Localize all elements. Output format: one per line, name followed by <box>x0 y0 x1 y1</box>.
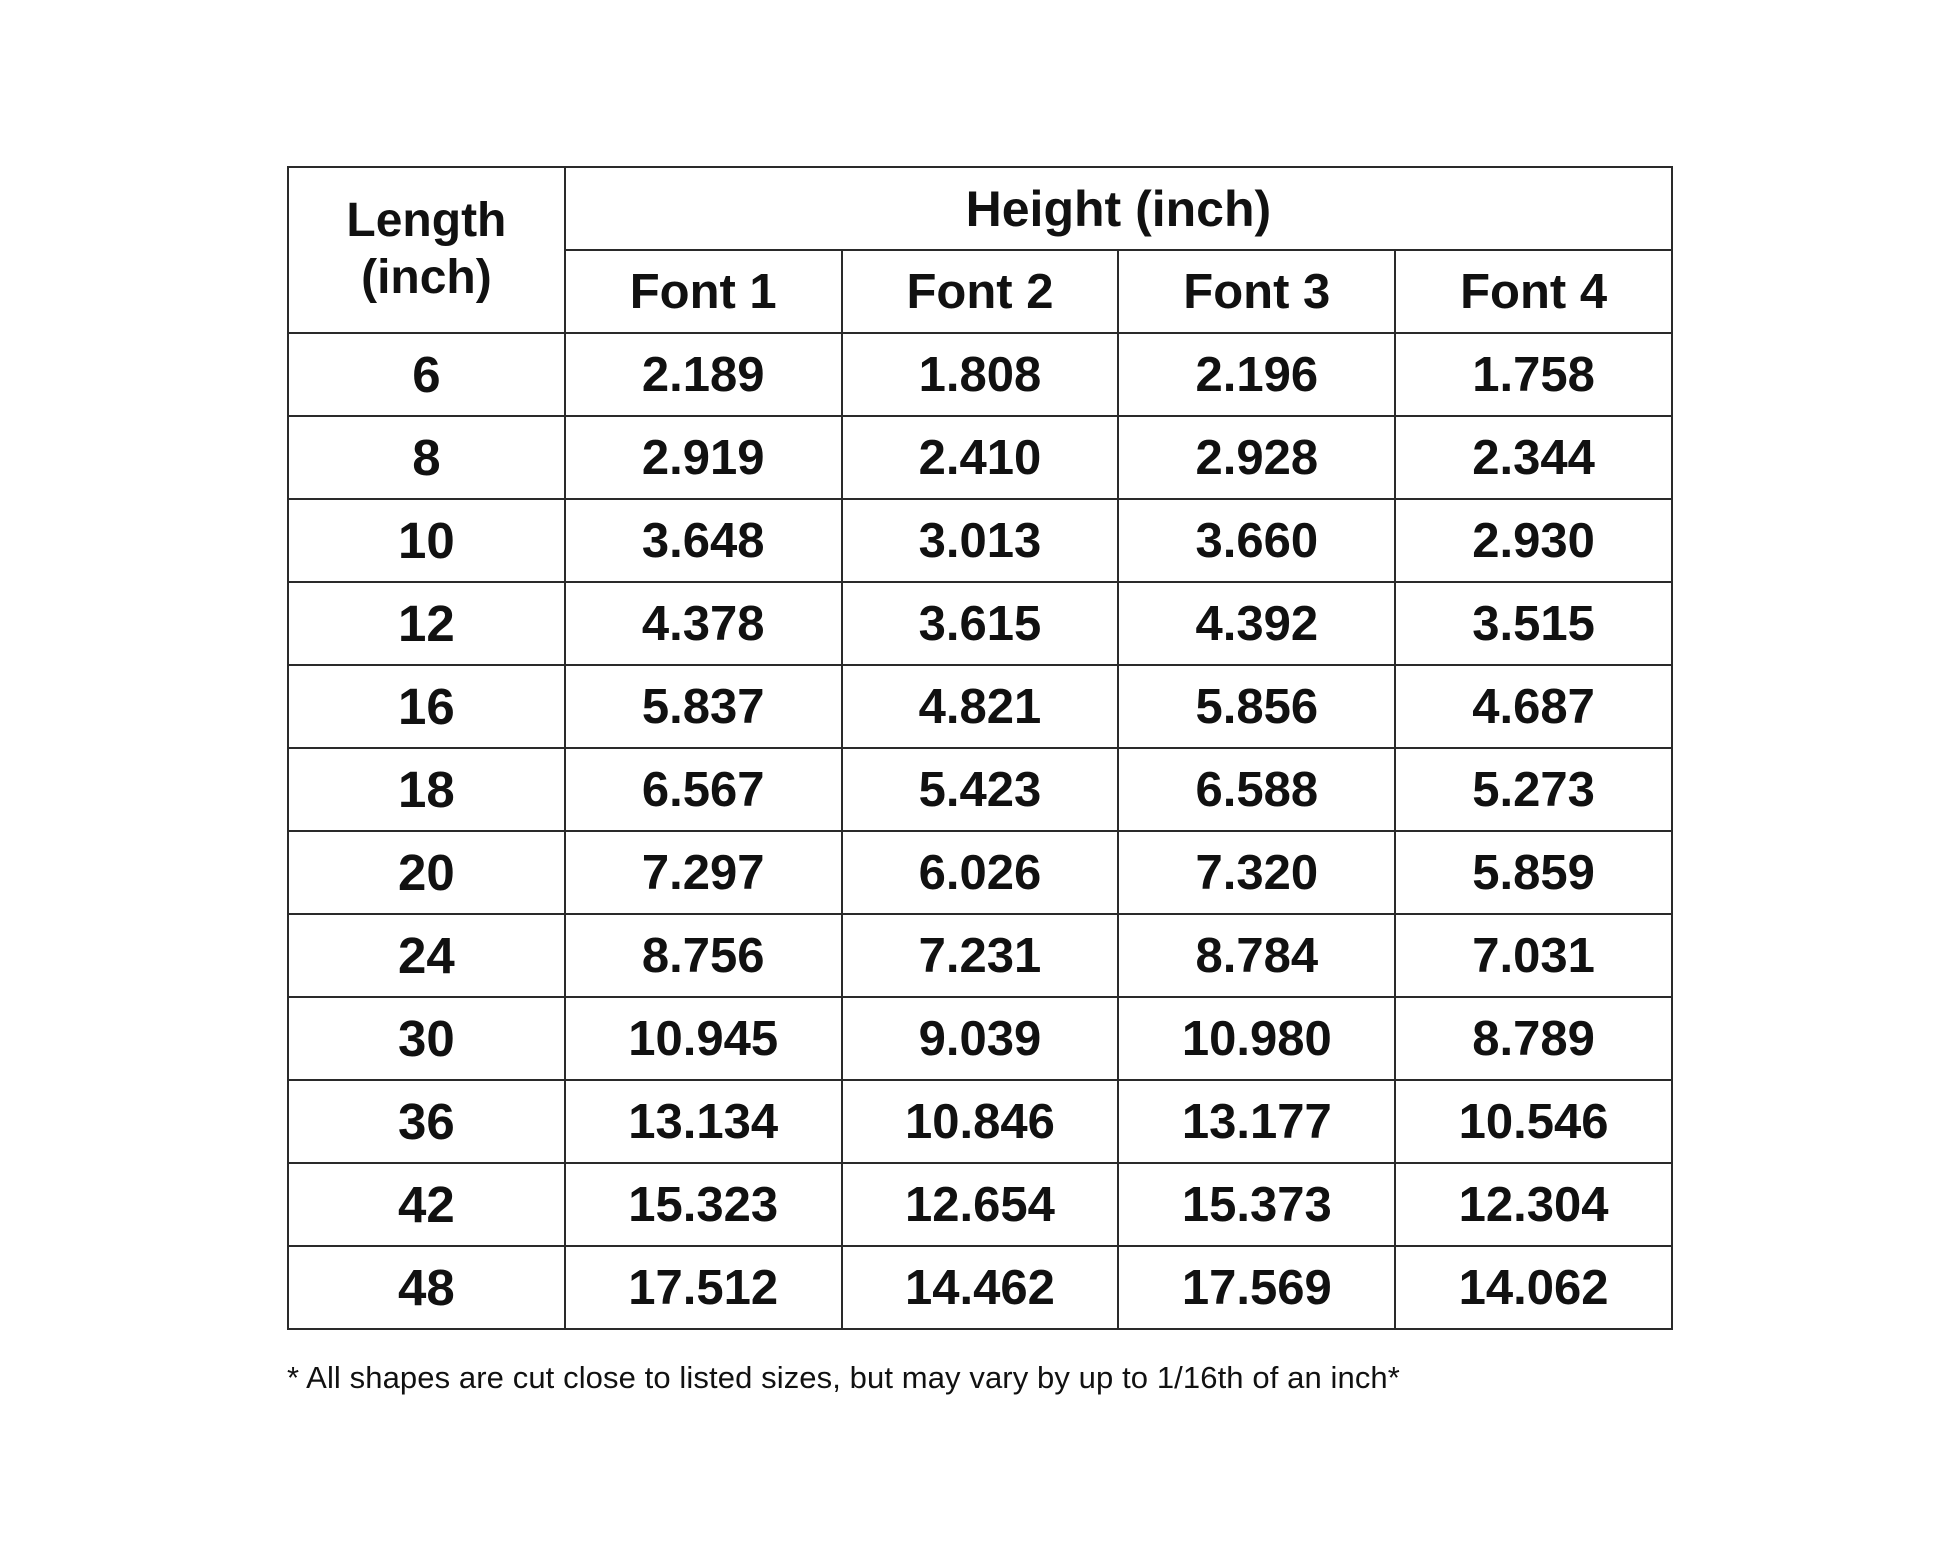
font-4-height-cell: 14.062 <box>1395 1246 1672 1329</box>
size-tolerance-footnote: * All shapes are cut close to listed sizes, but may vary by up to 1/16th of an inch* <box>287 1360 1400 1395</box>
font-2-height-cell: 4.821 <box>842 665 1119 748</box>
font-4-height-cell: 5.273 <box>1395 748 1672 831</box>
font-1-height-cell: 2.919 <box>565 416 842 499</box>
table-row <box>288 416 1672 499</box>
font-4-height-cell: 7.031 <box>1395 914 1672 997</box>
font-2-height-cell: 14.462 <box>842 1246 1119 1329</box>
font-3-height-cell: 2.928 <box>1118 416 1395 499</box>
length-cell: 20 <box>288 831 565 914</box>
font-3-height-cell: 5.856 <box>1118 665 1395 748</box>
font-4-height-cell: 10.546 <box>1395 1080 1672 1163</box>
font-1-height-cell: 10.945 <box>565 997 842 1080</box>
font-2-height-cell: 2.410 <box>842 416 1119 499</box>
font-1-height-cell: 15.323 <box>565 1163 842 1246</box>
length-cell: 24 <box>288 914 565 997</box>
length-cell: 30 <box>288 997 565 1080</box>
height-group-header: Height (inch) <box>565 167 1672 250</box>
font-2-height-cell: 7.231 <box>842 914 1119 997</box>
font-4-height-cell: 8.789 <box>1395 997 1672 1080</box>
font-2-header: Font 2 <box>842 250 1119 333</box>
font-1-height-cell: 17.512 <box>565 1246 842 1329</box>
length-cell: 12 <box>288 582 565 665</box>
font-1-height-cell: 7.297 <box>565 831 842 914</box>
length-cell: 16 <box>288 665 565 748</box>
font-4-height-cell: 12.304 <box>1395 1163 1672 1246</box>
font-3-height-cell: 7.320 <box>1118 831 1395 914</box>
table-body <box>288 333 1672 1329</box>
font-4-height-cell: 3.515 <box>1395 582 1672 665</box>
font-2-height-cell: 1.808 <box>842 333 1119 416</box>
table-header <box>288 167 1672 333</box>
font-1-height-cell: 6.567 <box>565 748 842 831</box>
font-3-height-cell: 3.660 <box>1118 499 1395 582</box>
font-4-height-cell: 2.930 <box>1395 499 1672 582</box>
font-3-height-cell: 15.373 <box>1118 1163 1395 1246</box>
table-row <box>288 997 1672 1080</box>
table-row <box>288 1163 1672 1246</box>
length-column-header <box>288 167 565 333</box>
length-cell: 36 <box>288 1080 565 1163</box>
length-cell: 10 <box>288 499 565 582</box>
font-1-height-cell: 5.837 <box>565 665 842 748</box>
font-1-height-cell: 4.378 <box>565 582 842 665</box>
font-4-height-cell: 4.687 <box>1395 665 1672 748</box>
length-cell: 6 <box>288 333 565 416</box>
font-3-height-cell: 6.588 <box>1118 748 1395 831</box>
font-4-height-cell: 5.859 <box>1395 831 1672 914</box>
font-4-header: Font 4 <box>1395 250 1672 333</box>
font-2-height-cell: 6.026 <box>842 831 1119 914</box>
table-row <box>288 333 1672 416</box>
size-chart-table <box>287 166 1673 1330</box>
font-1-height-cell: 8.756 <box>565 914 842 997</box>
font-3-height-cell: 17.569 <box>1118 1246 1395 1329</box>
font-3-height-cell: 2.196 <box>1118 333 1395 416</box>
font-4-height-cell: 2.344 <box>1395 416 1672 499</box>
font-3-height-cell: 10.980 <box>1118 997 1395 1080</box>
table-row <box>288 1080 1672 1163</box>
font-2-height-cell: 3.013 <box>842 499 1119 582</box>
table-row <box>288 499 1672 582</box>
font-3-height-cell: 4.392 <box>1118 582 1395 665</box>
font-2-height-cell: 3.615 <box>842 582 1119 665</box>
table-row <box>288 1246 1672 1329</box>
table-row <box>288 914 1672 997</box>
font-4-height-cell: 1.758 <box>1395 333 1672 416</box>
table-row <box>288 582 1672 665</box>
font-3-height-cell: 8.784 <box>1118 914 1395 997</box>
font-1-header: Font 1 <box>565 250 842 333</box>
font-2-height-cell: 9.039 <box>842 997 1119 1080</box>
length-cell: 18 <box>288 748 565 831</box>
font-2-height-cell: 10.846 <box>842 1080 1119 1163</box>
font-1-height-cell: 3.648 <box>565 499 842 582</box>
table-row <box>288 831 1672 914</box>
font-2-height-cell: 5.423 <box>842 748 1119 831</box>
length-header-label: Length (inch) <box>346 194 507 304</box>
font-3-header: Font 3 <box>1118 250 1395 333</box>
table-row <box>288 665 1672 748</box>
header-row-top <box>288 167 1672 250</box>
table-row <box>288 748 1672 831</box>
length-cell: 8 <box>288 416 565 499</box>
length-cell: 48 <box>288 1246 565 1329</box>
font-1-height-cell: 13.134 <box>565 1080 842 1163</box>
font-2-height-cell: 12.654 <box>842 1163 1119 1246</box>
font-3-height-cell: 13.177 <box>1118 1080 1395 1163</box>
font-1-height-cell: 2.189 <box>565 333 842 416</box>
length-cell: 42 <box>288 1163 565 1246</box>
